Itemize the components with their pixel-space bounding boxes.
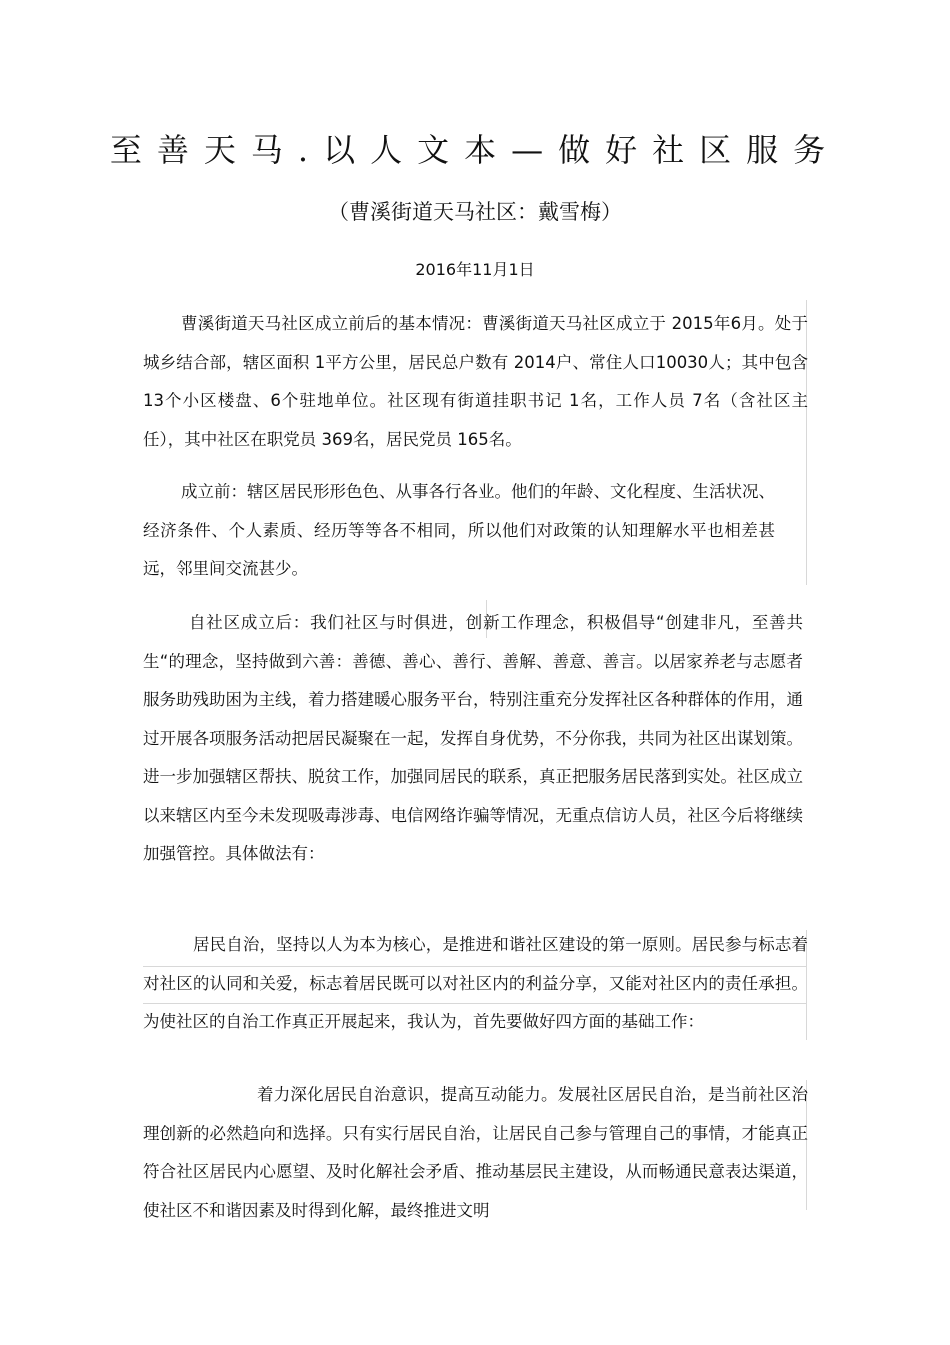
paragraph-resident-autonomy: 居民自治，坚持以人为本为核心，是推进和谐社区建设的第一原则。居民参与标志着对社区的认同和关爱，标志着居民既可以对社区内的利益分享，又能对社区内的责任承担。为使社区的自治工作真正开展起来，我认为，首先要做好四方面的基础工作： [143, 935, 808, 1031]
paragraph-basic-info: 曹溪街道天马社区成立前后的基本情况：曹溪街道天马社区成立于 2015年6月。处于城乡结合部，辖区面积 1平方公里，居民总户数有 2014户、常住人口10030人；其中包含 13个小区楼盘、6个驻地单位。社区现有街道挂职书记 1名，工作人员 7名（含社区主任），其中社区在职党员 369名，居民党员 165名。 [143, 314, 808, 449]
paragraph-after-founding: 自社区成立后：我们社区与时俱进，创新工作理念，积极倡导“创建非凡，至善共生“的理念，坚持做到六善：善德、善心、善行、善解、善意、善言。以居家养老与志愿者服务助残助困为主线，着力搭建暖心服务平台，特别注重充分发挥社区各种群体的作用，通过开展各项服务活动把居民凝聚在一起，发挥自身优势，不分你我，共同为社区出谋划策。进一步加强辖区帮扶、脱贫工作，加强同居民的联系，真正把服务居民落到实处。社区成立以来辖区内至今未发现吸毒涉毒、电信网络诈骗等情况，无重点信访人员，社区今后将继续加强管控。具体做法有： [143, 613, 803, 863]
paragraph-autonomy-awareness: 着力深化居民自治意识，提高互动能力。发展社区居民自治，是当前社区治理创新的必然趋向和选择。只有实行居民自治，让居民自己参与管理自己的事情，才能真正符合社区居民内心愿望、及时化解社会矛盾、推动基层民主建设，从而畅通民意表达渠道，使社区不和谐因素及时得到化解，最终推进文明 [143, 1085, 808, 1220]
document-title: 至善天马.以人文本—做好社区服务 [109, 131, 841, 169]
document-date: 2016年11月1日 [415, 260, 535, 279]
document-subtitle: （曹溪街道天马社区：戴雪梅） [328, 200, 622, 224]
paragraph-before-founding: 成立前：辖区居民形形色色、从事各行各业。他们的年龄、文化程度、生活状况、经济条件、个人素质、经历等等各不相同，所以他们对政策的认知理解水平也相差甚远，邻里间交流甚少。 [143, 482, 775, 578]
